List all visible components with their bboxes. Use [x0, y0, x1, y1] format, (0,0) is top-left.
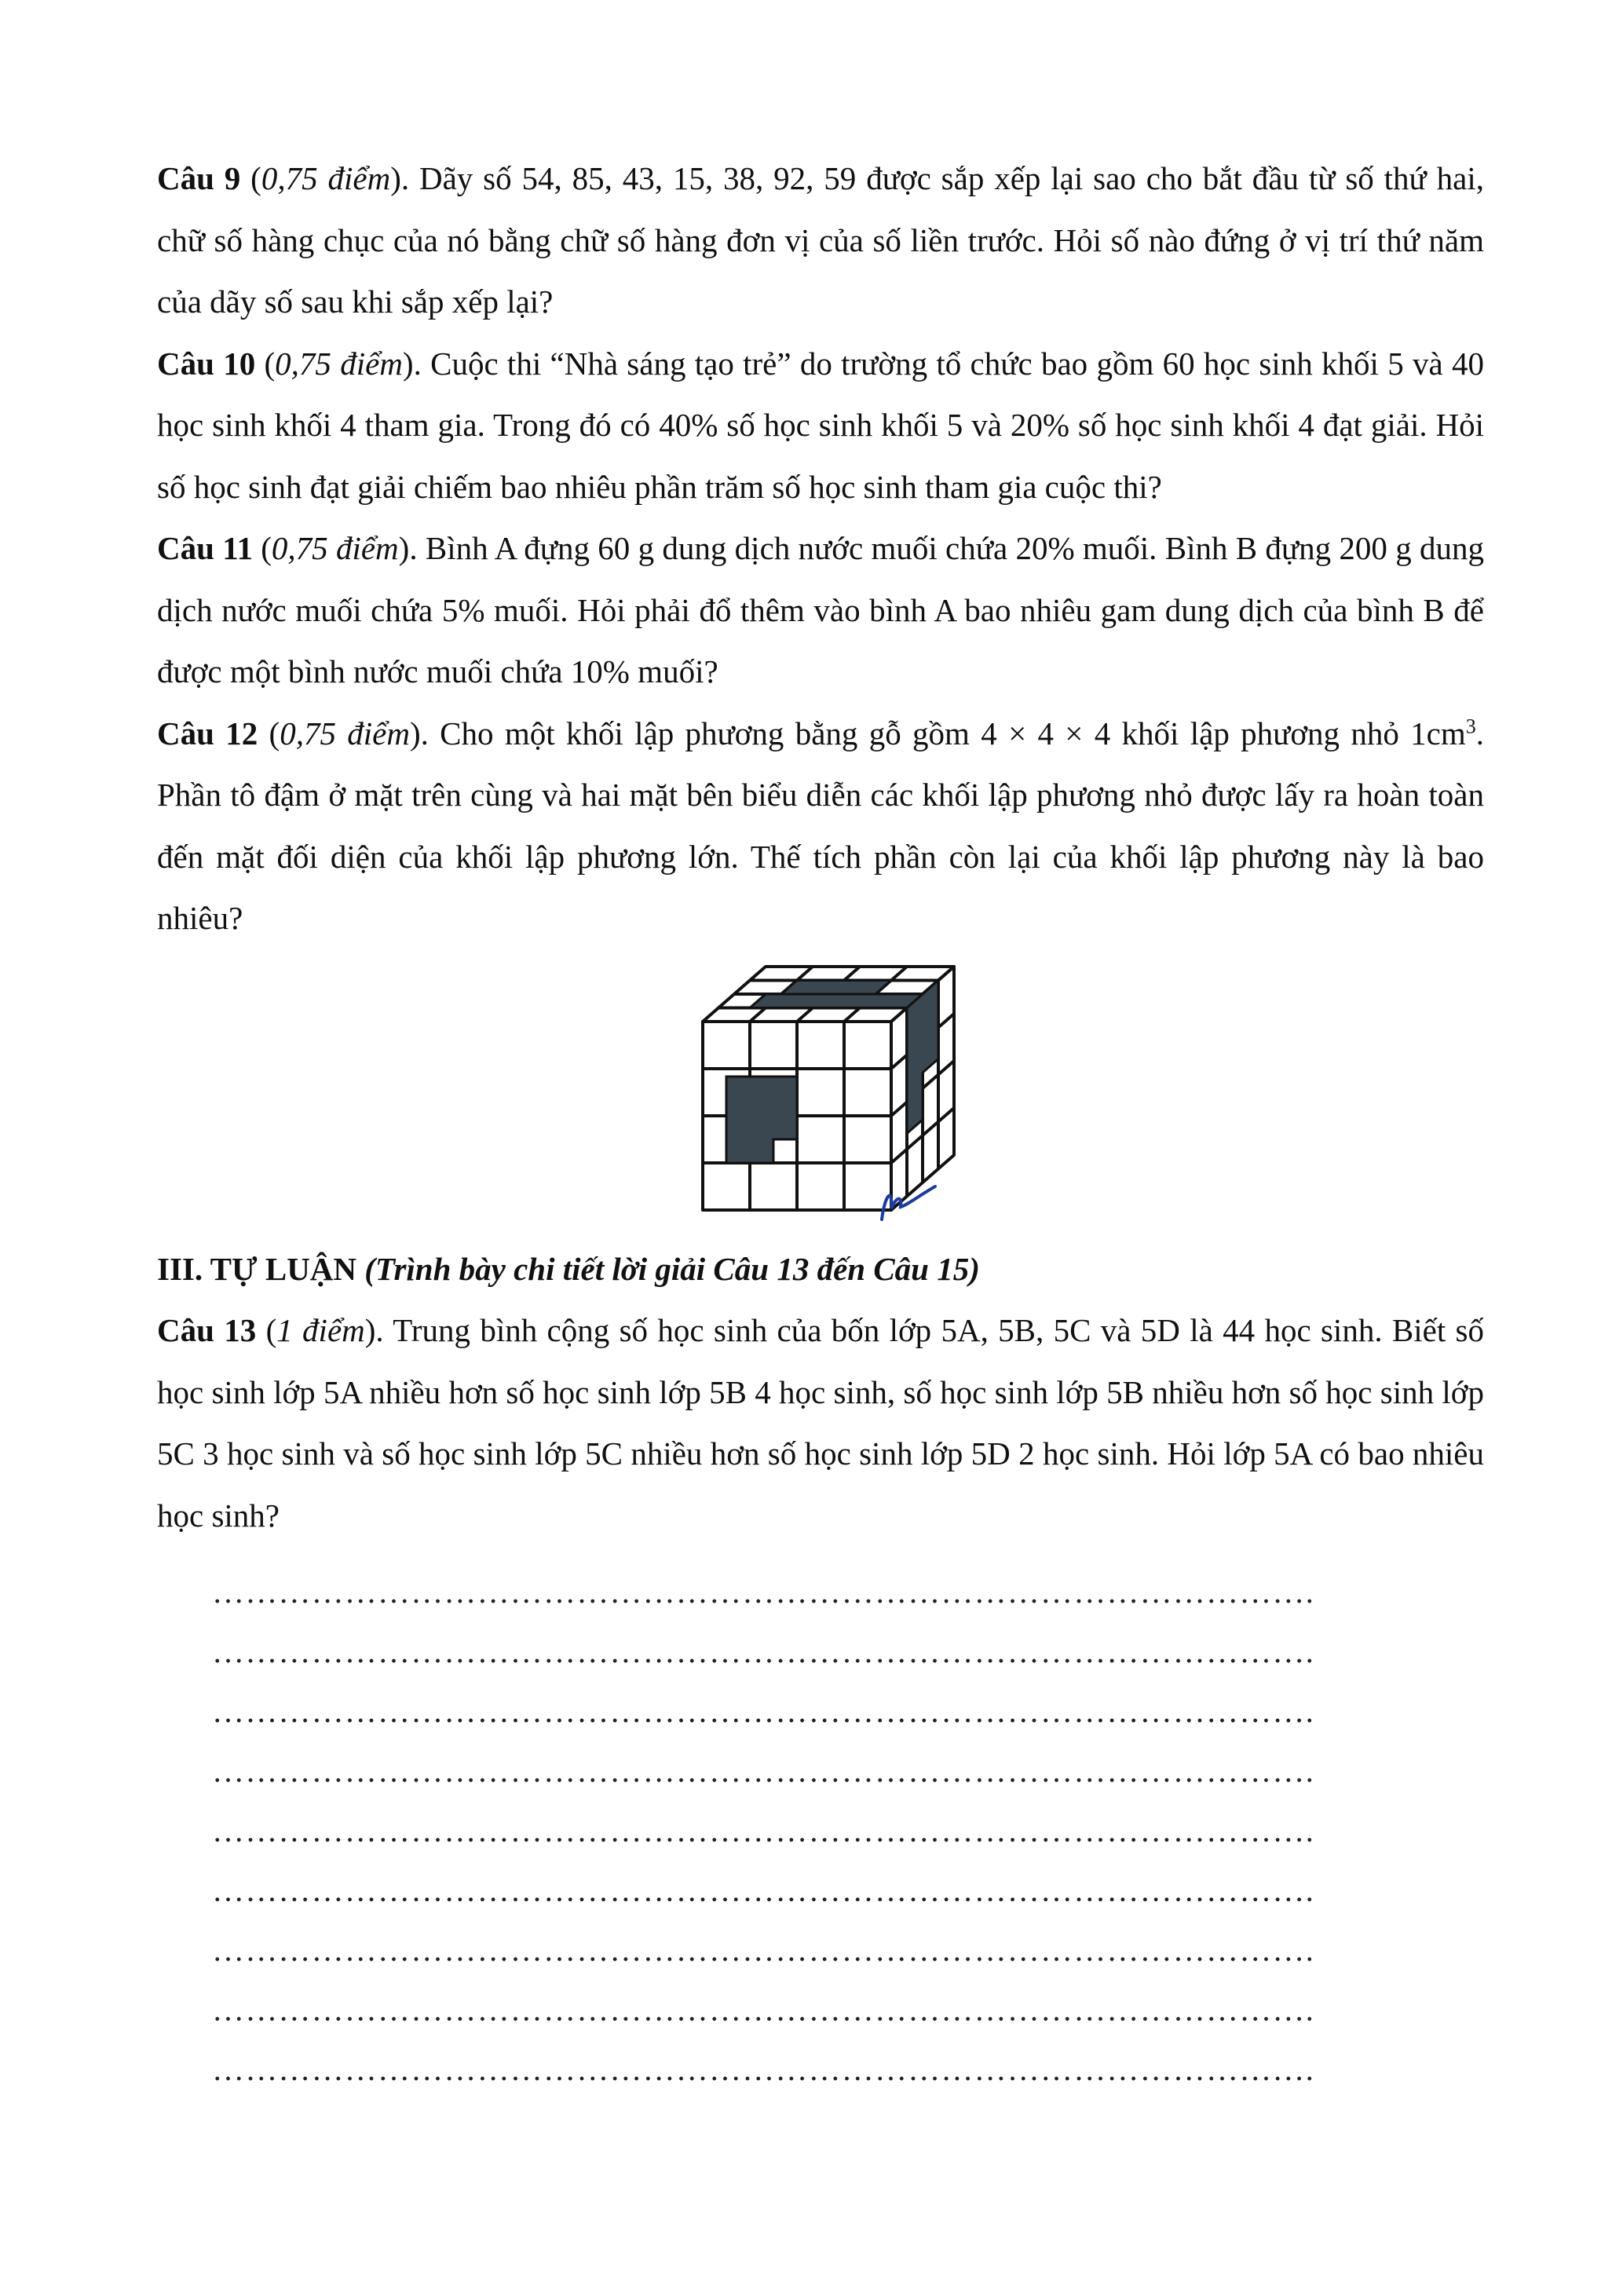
answer-line[interactable]: ……………………………………………………………………………………….	[212, 1812, 1315, 1848]
question-label: Câu 11	[157, 530, 253, 566]
top-shaded	[750, 994, 923, 1008]
top-shaded	[781, 980, 891, 994]
question-10: Câu 10 (0,75 điểm). Cuộc thi “Nhà sáng tạo trẻ” do trường tổ chức bao gồm 60 học sinh khối 5 và 40 học sinh khối 4 tham gia. Trong đó có 40% số học sinh khối 5 và 20% số học sinh khối 4 đạt giải. Hỏi số học sinh đạt giải chiếm bao nhiêu phần trăm số học sinh tham gia cuộc thi?	[157, 345, 1484, 505]
question-text: . Bình A đựng 60 g dung dịch nước muối chứa 20% muối. Bình B đựng 200 g dung dịch nước muối chứa 5% muối. Hỏi phải đổ thêm vào bình A bao nhiêu gam dung dịch của bình B để được một bình nước muối chứa 10% muối?	[157, 530, 1485, 689]
question-12: Câu 12 (0,75 điểm). Cho một khối lập phương bằng gỗ gồm 4 × 4 × 4 khối lập phương nhỏ $1cm^3$. Phần tô đậm ở mặt trên cùng và hai mặt bên biểu diễn các khối lập phương nhỏ được lấy ra hoàn toàn đến mặt đối diện của khối lập phương lớn. Thế tích phần còn lại của khối lập phương này là bao nhiêu?	[157, 714, 1485, 936]
section-note: (Trình bày chi tiết lời giải Câu 13 đến Câu 15)	[364, 1250, 980, 1287]
question-9: Câu 9 (0,75 điểm). Dãy số 54, 85, 43, 15, 38, 92, 59 được sắp xếp lại sao cho bắt đầu từ số thứ hai, chữ số hàng chục của nó bằng chữ số hàng đơn vị của số liền trước. Hỏi số nào đứng ở vị trí thứ năm của dãy số sau khi sắp xếp lại?	[157, 160, 1484, 320]
question-text: . Trung bình cộng số học sinh của bốn lớp 5A, 5B, 5C và 5D là 44 học sinh. Biết số học sinh lớp 5A nhiều hơn số học sinh lớp 5B 4 học sinh, số học sinh lớp 5B nhiều hơn số học sinh lớp 5C 3 học sinh và số học sinh lớp 5C nhiều hơn số học sinh lớp 5D 2 học sinh. Hỏi lớp 5A có bao nhiêu học sinh?	[157, 1312, 1484, 1534]
question-11: Câu 11 (0,75 điểm). Bình A đựng 60 g dung dịch nước muối chứa 20% muối. Bình B đựng 200 g dung dịch nước muối chứa 5% muối. Hỏi phải đổ thêm vào bình A bao nhiêu gam dung dịch của bình B để được một bình nước muối chứa 10% muối?	[157, 530, 1485, 689]
question-points: 1 điểm	[276, 1312, 365, 1348]
question-points: 0,75 điểm	[280, 715, 410, 751]
right-shaded	[907, 980, 938, 1133]
question-text-continued: . Phần tô đậm ở mặt trên cùng và hai mặt bên biểu diễn các khối lập phương nhỏ được lấy ra hoàn toàn đến mặt đối diện của khối lập phương lớn. Thế tích phần còn lại của khối lập phương này là bao nhiêu?	[157, 715, 1485, 936]
answer-line[interactable]: ……………………………………………………………………………………….	[212, 1991, 1315, 2027]
question-label: Câu 10	[157, 345, 256, 382]
superscript: 3	[1465, 714, 1476, 737]
answer-lines	[157, 1562, 1484, 2099]
answer-line[interactable]: ……………………………………………………………………………………….	[212, 1932, 1315, 1968]
front-shaded	[726, 1077, 797, 1163]
answer-line[interactable]: ……………………………………………………………………………………….	[212, 1872, 1315, 1908]
question-text: . Dãy số 54, 85, 43, 15, 38, 92, 59 được sắp xếp lại sao cho bắt đầu từ số thứ hai, chữ số hàng chục của nó bằng chữ số hàng đơn vị của số liền trước. Hỏi số nào đứng ở vị trí thứ năm của dãy số sau khi sắp xếp lại?	[157, 160, 1484, 320]
question-points: 0,75 điểm	[261, 160, 391, 196]
answer-line[interactable]: ……………………………………………………………………………………….	[212, 2051, 1315, 2087]
answer-line[interactable]: ……………………………………………………………………………………….	[212, 1753, 1315, 1789]
question-text: . Cho một khối lập phương bằng gỗ gồm 4 × 4 × 4 khối lập phương nhỏ 1cm	[420, 715, 1466, 751]
question-label: Câu 12	[157, 715, 258, 751]
section-title: III. TỰ LUẬN	[157, 1250, 365, 1287]
question-13: Câu 13 (1 điểm). Trung bình cộng số học sinh của bốn lớp 5A, 5B, 5C và 5D là 44 học sinh. Biết số học sinh lớp 5A nhiều hơn số học sinh lớp 5B 4 học sinh, số học sinh lớp 5B nhiều hơn số học sinh lớp 5C 3 học sinh và số học sinh lớp 5C nhiều hơn số học sinh lớp 5D 2 học sinh. Hỏi lớp 5A có bao nhiêu học sinh?	[157, 1312, 1484, 1534]
section-heading	[157, 1238, 1484, 1300]
answer-line[interactable]: ……………………………………………………………………………………….	[212, 1574, 1315, 1610]
answer-line[interactable]: ……………………………………………………………………………………….	[212, 1633, 1315, 1669]
answer-line[interactable]: ……………………………………………………………………………………….	[212, 1693, 1315, 1729]
cube-drawing	[671, 959, 970, 1230]
question-label: Câu 9	[157, 160, 241, 196]
question-label: Câu 13	[157, 1312, 257, 1348]
question-points: 0,75 điểm	[275, 345, 403, 382]
question-points: 0,75 điểm	[271, 530, 399, 566]
question-text: . Cuộc thi “Nhà sáng tạo trẻ” do trường tổ chức bao gồm 60 học sinh khối 5 và 40 học sinh khối 4 tham gia. Trong đó có 40% số học sinh khối 5 và 20% số học sinh khối 4 đạt giải. Hỏi số học sinh đạt giải chiếm bao nhiêu phần trăm số học sinh tham gia cuộc thi?	[157, 345, 1484, 505]
cube-figure	[157, 959, 1484, 1234]
exam-page	[157, 148, 1484, 2099]
